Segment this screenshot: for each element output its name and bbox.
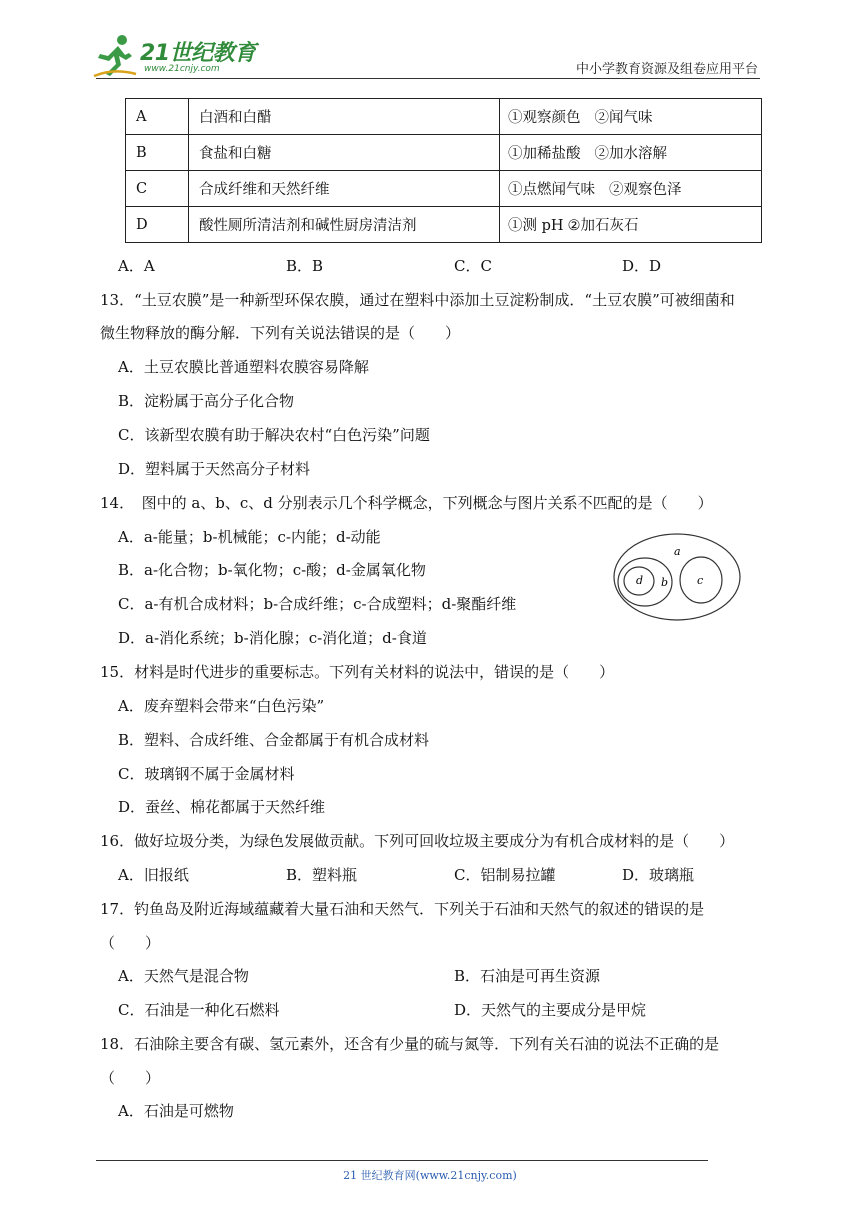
platform-name: 中小学教育资源及组卷应用平台	[575, 62, 758, 77]
q17-stem-line2: （ ）	[100, 934, 161, 952]
table-row	[126, 171, 762, 207]
q16-stem: 16．做好垃圾分类，为绿色发展做贡献。下列可回收垃圾主要成分为有机合成材料的是（ ）	[100, 832, 735, 850]
q17-option-c[interactable]: C．石油是一种化石燃料	[118, 1001, 280, 1019]
q13-option-a[interactable]: A．土豆农膜比普通塑料农膜容易降解	[118, 358, 369, 376]
row-items: 合成纤维和天然纤维	[189, 171, 500, 207]
q15-option-b[interactable]: B．塑料、合成纤维、合金都属于有机合成材料	[118, 731, 430, 749]
footer-divider	[96, 1160, 708, 1161]
method-1: ①点燃闻气味	[508, 182, 595, 198]
q16-option-a[interactable]: A．旧报纸	[118, 866, 189, 884]
method-1: ①观察颜色	[508, 110, 581, 126]
row-items: 食盐和白糖	[189, 135, 500, 171]
q13-option-c[interactable]: C．该新型农膜有助于解决农村“白色污染”问题	[118, 426, 430, 444]
row-methods	[500, 99, 762, 135]
q17-option-d[interactable]: D．天然气的主要成分是甲烷	[454, 1001, 647, 1019]
row-methods	[500, 171, 762, 207]
q16-option-c[interactable]: C．铝制易拉罐	[454, 866, 556, 884]
q13-option-b[interactable]: B．淀粉属于高分子化合物	[118, 392, 295, 410]
site-logo[interactable]	[92, 34, 272, 80]
q16-option-d[interactable]: D．玻璃瓶	[622, 866, 695, 884]
method-2: ②观察色泽	[609, 182, 682, 198]
row-label: C	[126, 171, 189, 207]
q13-stem-line2: 微生物释放的酶分解．下列有关说法错误的是（ ）	[100, 324, 461, 342]
row-label: D	[126, 207, 189, 243]
q18-stem-line2: （ ）	[100, 1069, 161, 1087]
row-label: B	[126, 135, 189, 171]
q18-stem-line1: 18．石油除主要含有碳、氢元素外，还含有少量的硫与氮等．下列有关石油的说法不正确的是	[100, 1035, 720, 1053]
q14-option-d[interactable]: D．a-消化系统；b-消化腺；c-消化道；d-食道	[118, 629, 427, 647]
table-row	[126, 207, 762, 243]
method-2: ②闻气味	[594, 110, 653, 126]
q12-option-b[interactable]: B．B	[286, 257, 324, 275]
row-methods	[500, 135, 762, 171]
runner-logo-icon	[92, 34, 138, 78]
q12-option-d[interactable]: D．D	[622, 257, 662, 275]
q12-option-c[interactable]: C．C	[454, 257, 492, 275]
q15-option-a[interactable]: A．废弃塑料会带来“白色污染”	[118, 697, 325, 715]
header-divider	[96, 78, 760, 79]
table-row	[126, 99, 762, 135]
label-c: c	[697, 574, 704, 587]
concept-venn-diagram	[612, 532, 742, 622]
table-row	[126, 135, 762, 171]
q15-option-c[interactable]: C．玻璃钢不属于金属材料	[118, 765, 295, 783]
q14-option-c[interactable]: C．a-有机合成材料；b-合成纤维；c-合成塑料；d-聚酯纤维	[118, 595, 517, 613]
q15-stem: 15．材料是时代进步的重要标志。下列有关材料的说法中，错误的是（ ）	[100, 663, 615, 681]
row-methods	[500, 207, 762, 243]
method-2: ②加水溶解	[594, 146, 667, 162]
row-items: 白酒和白醋	[189, 99, 500, 135]
row-items: 酸性厕所清洁剂和碱性厨房清洁剂	[189, 207, 500, 243]
q13-stem-line1: 13．“土豆农膜”是一种新型环保农膜，通过在塑料中添加土豆淀粉制成．“土豆农膜”可被细菌和	[100, 291, 735, 309]
q17-stem-line1: 17．钓鱼岛及附近海域蕴藏着大量石油和天然气．下列关于石油和天然气的叙述的错误的是	[100, 900, 705, 918]
label-b: b	[661, 576, 669, 589]
method-1: ①测 pH	[508, 218, 564, 234]
q17-option-b[interactable]: B．石油是可再生资源	[454, 967, 601, 985]
q14-option-b[interactable]: B．a-化合物；b-氧化物；c-酸；d-金属氧化物	[118, 561, 426, 579]
logo-url: www.21cnjy.com	[144, 64, 220, 74]
label-a: a	[674, 545, 681, 558]
row-label: A	[126, 99, 189, 135]
page-header	[0, 0, 860, 80]
q14-option-a[interactable]: A．a-能量；b-机械能；c-内能；d-动能	[118, 528, 381, 546]
logo-text: 21世纪教育	[140, 41, 256, 66]
method-2: ②加石灰石	[567, 218, 639, 234]
q14-stem: 14． 图中的 a、b、c、d 分别表示几个科学概念，下列概念与图片关系不匹配的是（ ）	[100, 494, 713, 512]
q15-option-d[interactable]: D．蚕丝、棉花都属于天然纤维	[118, 798, 326, 816]
identification-table	[125, 98, 762, 243]
method-1: ①加稀盐酸	[508, 146, 581, 162]
q17-option-a[interactable]: A．天然气是混合物	[118, 967, 249, 985]
label-d: d	[636, 574, 644, 587]
q13-option-d[interactable]: D．塑料属于天然高分子材料	[118, 460, 311, 478]
footer-link[interactable]: 21 世纪教育网(www.21cnjy.com)	[343, 1169, 517, 1182]
q12-option-a[interactable]: A．A	[118, 257, 155, 275]
q18-option-a[interactable]: A．石油是可燃物	[118, 1102, 234, 1120]
q16-option-b[interactable]: B．塑料瓶	[286, 866, 358, 884]
